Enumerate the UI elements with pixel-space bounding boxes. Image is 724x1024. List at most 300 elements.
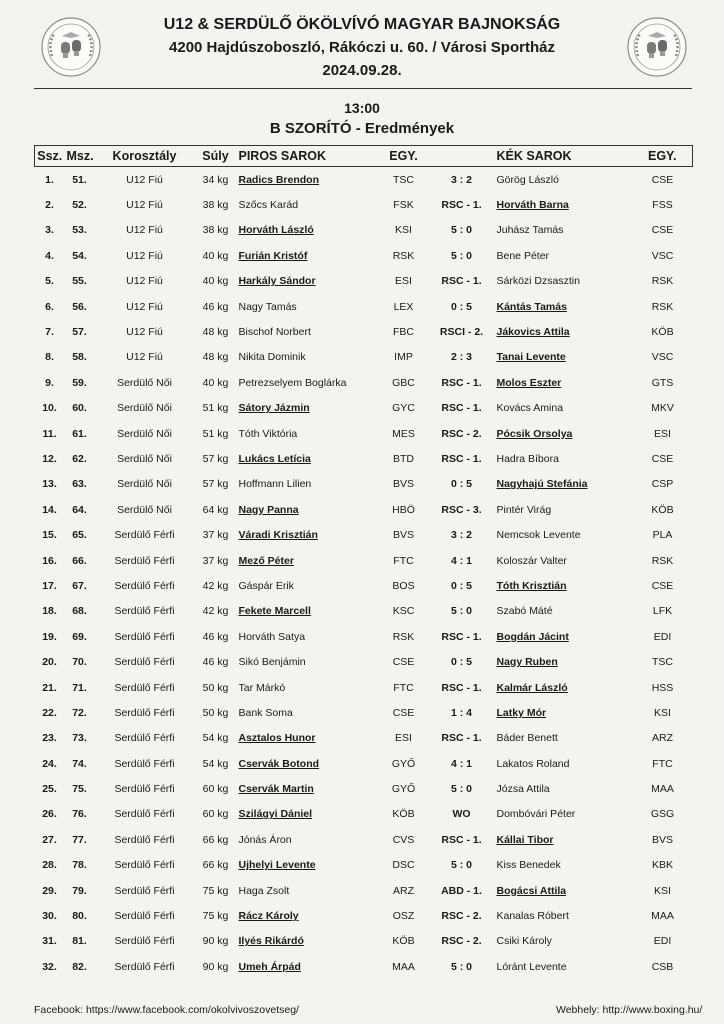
facebook-footer: Facebook: https://www.facebook.com/okolvivoszovetseg/ bbox=[34, 1004, 299, 1016]
bout-result: RSC - 1. bbox=[441, 275, 482, 288]
age-group: U12 Fiú bbox=[126, 249, 163, 262]
table-row bbox=[35, 294, 693, 319]
weight-class: 54 kg bbox=[202, 757, 229, 770]
weight-class: 60 kg bbox=[202, 808, 229, 821]
match-number: 66. bbox=[72, 554, 87, 567]
age-group: Serdülő Női bbox=[117, 402, 172, 415]
blue-corner-boxer: Tanai Levente bbox=[496, 351, 566, 364]
bout-number: 6. bbox=[45, 300, 54, 313]
table-row bbox=[35, 700, 693, 725]
weight-class: 42 kg bbox=[202, 605, 229, 618]
bout-result: RSC - 3. bbox=[441, 503, 482, 516]
weight-class: 34 kg bbox=[202, 173, 229, 186]
bout-number: 25. bbox=[42, 783, 57, 796]
bout-result: RSC - 1. bbox=[441, 732, 482, 745]
red-corner-boxer: Horváth Satya bbox=[238, 630, 306, 643]
event-date: 2024.09.28. bbox=[322, 62, 402, 79]
age-group: Serdülő Férfi bbox=[114, 529, 175, 542]
blue-corner-boxer: Kállai Tibor bbox=[496, 833, 554, 846]
red-corner-boxer: Asztalos Hunor bbox=[238, 732, 316, 745]
table-row bbox=[35, 776, 693, 801]
bout-result: RSC - 1. bbox=[441, 199, 482, 212]
weight-class: 46 kg bbox=[202, 300, 229, 313]
weight-class: 64 kg bbox=[202, 503, 229, 516]
red-corner-club: CSE bbox=[392, 656, 415, 669]
red-corner-club: GBC bbox=[392, 376, 415, 389]
red-corner-boxer: Cservák Martin bbox=[238, 783, 314, 796]
blue-corner-club: CSE bbox=[651, 452, 674, 465]
match-number: 53. bbox=[72, 224, 87, 237]
red-corner-club: FTC bbox=[393, 554, 414, 567]
match-number: 52. bbox=[72, 199, 87, 212]
match-number: 74. bbox=[72, 757, 87, 770]
blue-corner-boxer: Molos Eszter bbox=[496, 376, 562, 389]
weight-class: 46 kg bbox=[202, 656, 229, 669]
bout-number: 23. bbox=[42, 732, 57, 745]
weight-class: 48 kg bbox=[202, 326, 229, 339]
match-number: 81. bbox=[72, 935, 87, 948]
table-row bbox=[35, 497, 693, 522]
col-header-result bbox=[429, 146, 495, 167]
red-corner-club: BVS bbox=[392, 478, 414, 491]
table-row bbox=[35, 649, 693, 674]
weight-class: 50 kg bbox=[202, 681, 229, 694]
bout-number: 14. bbox=[42, 503, 57, 516]
red-corner-club: GYC bbox=[392, 402, 415, 415]
blue-corner-boxer: Latky Mór bbox=[496, 706, 547, 719]
blue-corner-boxer: Bene Péter bbox=[496, 249, 550, 262]
age-group: Serdülő Férfi bbox=[114, 960, 175, 973]
blue-corner-boxer: Kovács Amina bbox=[496, 402, 564, 415]
weight-class: 40 kg bbox=[202, 275, 229, 288]
red-corner-boxer: Jónás Áron bbox=[238, 833, 292, 846]
age-group: Serdülő Férfi bbox=[114, 808, 175, 821]
bout-result: 4 : 1 bbox=[450, 757, 472, 770]
bout-number: 21. bbox=[42, 681, 57, 694]
age-group: Serdülő Férfi bbox=[114, 681, 175, 694]
bout-number: 7. bbox=[45, 326, 54, 339]
age-group: Serdülő Férfi bbox=[114, 833, 175, 846]
bout-result: 5 : 0 bbox=[450, 960, 472, 973]
blue-corner-boxer: Csiki Károly bbox=[496, 935, 552, 948]
weight-class: 42 kg bbox=[202, 579, 229, 592]
bout-result: RSCI - 2. bbox=[439, 326, 484, 339]
bout-number: 29. bbox=[42, 884, 57, 897]
age-group: U12 Fiú bbox=[126, 351, 163, 364]
boxing-federation-seal-icon bbox=[626, 16, 688, 78]
weight-class: 75 kg bbox=[202, 884, 229, 897]
blue-corner-boxer: Lóránt Levente bbox=[496, 960, 567, 973]
blue-corner-club: ARZ bbox=[652, 732, 673, 745]
red-corner-boxer: Váradi Krisztián bbox=[238, 529, 318, 542]
match-number: 58. bbox=[72, 351, 87, 364]
table-row bbox=[35, 827, 693, 852]
col-header-blue-corner: KÉK SAROK bbox=[495, 146, 633, 167]
blue-corner-club: KÖB bbox=[651, 326, 674, 339]
weight-class: 90 kg bbox=[202, 935, 229, 948]
table-row bbox=[35, 599, 693, 624]
match-number: 61. bbox=[72, 427, 87, 440]
bout-result: 5 : 0 bbox=[450, 783, 472, 796]
red-corner-boxer: Szilágyi Dániel bbox=[238, 808, 313, 821]
col-header-age-group: Korosztály bbox=[95, 146, 195, 167]
age-group: Serdülő Férfi bbox=[114, 706, 175, 719]
blue-corner-club: FSS bbox=[652, 199, 673, 212]
red-corner-club: MES bbox=[392, 427, 415, 440]
table-row bbox=[35, 396, 693, 421]
bout-result: RSC - 2. bbox=[441, 427, 482, 440]
red-corner-club: HBÖ bbox=[392, 503, 415, 516]
blue-corner-boxer: Szabó Máté bbox=[496, 605, 553, 618]
bout-number: 27. bbox=[42, 833, 57, 846]
age-group: Serdülő Férfi bbox=[114, 757, 175, 770]
age-group: Serdülő Női bbox=[117, 452, 172, 465]
blue-corner-club: VSC bbox=[651, 249, 674, 262]
weight-class: 38 kg bbox=[202, 199, 229, 212]
age-group: U12 Fiú bbox=[126, 300, 163, 313]
match-number: 60. bbox=[72, 402, 87, 415]
red-corner-club: FSK bbox=[393, 199, 414, 212]
match-number: 71. bbox=[72, 681, 87, 694]
age-group: Serdülő Férfi bbox=[114, 630, 175, 643]
table-row bbox=[35, 751, 693, 776]
table-row bbox=[35, 421, 693, 446]
match-number: 55. bbox=[72, 275, 87, 288]
boxing-federation-seal-icon bbox=[40, 16, 102, 78]
blue-corner-club: CSE bbox=[651, 579, 674, 592]
bout-result: 0 : 5 bbox=[450, 579, 472, 592]
match-number: 73. bbox=[72, 732, 87, 745]
weight-class: 60 kg bbox=[202, 783, 229, 796]
blue-corner-boxer: Kanalas Róbert bbox=[496, 910, 569, 923]
table-row bbox=[35, 319, 693, 344]
red-corner-club: BVS bbox=[392, 529, 414, 542]
bout-result: RSC - 1. bbox=[441, 402, 482, 415]
red-corner-boxer: Nagy Tamás bbox=[238, 300, 297, 313]
match-number: 79. bbox=[72, 884, 87, 897]
match-number: 67. bbox=[72, 579, 87, 592]
table-row bbox=[35, 370, 693, 395]
blue-corner-boxer: Tóth Krisztián bbox=[496, 579, 567, 592]
table-row bbox=[35, 726, 693, 751]
bout-number: 32. bbox=[42, 960, 57, 973]
blue-corner-boxer: Nagyhajú Stefánia bbox=[496, 478, 588, 491]
bout-result: WO bbox=[452, 808, 471, 821]
table-row bbox=[35, 269, 693, 294]
blue-corner-boxer: Görög László bbox=[496, 173, 559, 186]
red-corner-boxer: Umeh Árpád bbox=[238, 960, 301, 973]
blue-corner-club: RSK bbox=[651, 554, 674, 567]
blue-corner-boxer: Bogdán Jácint bbox=[496, 630, 569, 643]
table-row bbox=[35, 472, 693, 497]
age-group: Serdülő Férfi bbox=[114, 884, 175, 897]
match-number: 82. bbox=[72, 960, 87, 973]
table-row bbox=[35, 446, 693, 471]
weight-class: 48 kg bbox=[202, 351, 229, 364]
blue-corner-club: ESI bbox=[654, 427, 671, 440]
blue-corner-boxer: Józsa Attila bbox=[496, 783, 550, 796]
bout-result: ABD - 1. bbox=[441, 884, 482, 897]
table-row bbox=[35, 167, 693, 193]
blue-corner-club: CSE bbox=[651, 224, 674, 237]
age-group: Serdülő Férfi bbox=[114, 935, 175, 948]
bout-number: 10. bbox=[42, 402, 57, 415]
bout-number: 2. bbox=[45, 199, 54, 212]
table-row bbox=[35, 573, 693, 598]
red-corner-club: CSE bbox=[392, 706, 415, 719]
table-row bbox=[35, 675, 693, 700]
red-corner-boxer: Lukács Letícia bbox=[238, 452, 311, 465]
blue-corner-club: MAA bbox=[651, 783, 674, 796]
weight-class: 66 kg bbox=[202, 833, 229, 846]
red-corner-boxer: Ujhelyi Levente bbox=[238, 859, 316, 872]
bout-number: 30. bbox=[42, 910, 57, 923]
col-header-ssz: Ssz. bbox=[35, 146, 65, 167]
red-corner-boxer: Harkály Sándor bbox=[238, 275, 316, 288]
bout-number: 4. bbox=[45, 249, 54, 262]
match-number: 59. bbox=[72, 376, 87, 389]
match-number: 69. bbox=[72, 630, 87, 643]
blue-corner-club: MAA bbox=[651, 910, 674, 923]
bout-result: RSC - 1. bbox=[441, 681, 482, 694]
age-group: U12 Fiú bbox=[126, 173, 163, 186]
red-corner-boxer: Furián Kristóf bbox=[238, 249, 308, 262]
red-corner-boxer: Rácz Károly bbox=[238, 910, 299, 923]
blue-corner-club: RSK bbox=[651, 300, 674, 313]
bout-result: 3 : 2 bbox=[450, 173, 472, 186]
blue-corner-club: LFK bbox=[652, 605, 673, 618]
bout-result: RSC - 1. bbox=[441, 452, 482, 465]
bout-result: 1 : 4 bbox=[450, 706, 472, 719]
blue-corner-club: HSS bbox=[651, 681, 674, 694]
red-corner-club: DSC bbox=[392, 859, 415, 872]
match-number: 68. bbox=[72, 605, 87, 618]
bout-number: 13. bbox=[42, 478, 57, 491]
col-header-msz: Msz. bbox=[65, 146, 95, 167]
session-time: 13:00 bbox=[344, 100, 380, 116]
weight-class: 38 kg bbox=[202, 224, 229, 237]
red-corner-boxer: Szőcs Karád bbox=[238, 199, 299, 212]
match-number: 76. bbox=[72, 808, 87, 821]
blue-corner-club: PLA bbox=[652, 529, 673, 542]
table-row bbox=[35, 218, 693, 243]
blue-corner-boxer: Horváth Barna bbox=[496, 199, 569, 212]
blue-corner-boxer: Pintér Virág bbox=[496, 503, 552, 516]
match-number: 62. bbox=[72, 452, 87, 465]
bout-result: 5 : 0 bbox=[450, 605, 472, 618]
blue-corner-boxer: Báder Benett bbox=[496, 732, 558, 745]
red-corner-boxer: Tóth Viktória bbox=[238, 427, 298, 440]
bout-result: 0 : 5 bbox=[450, 656, 472, 669]
bout-result: 4 : 1 bbox=[450, 554, 472, 567]
blue-corner-boxer: Koloszár Valter bbox=[496, 554, 567, 567]
table-row bbox=[35, 548, 693, 573]
bout-number: 24. bbox=[42, 757, 57, 770]
table-row bbox=[35, 243, 693, 268]
col-header-red-club: EGY. bbox=[379, 146, 429, 167]
red-corner-club: FTC bbox=[393, 681, 414, 694]
red-corner-boxer: Cservák Botond bbox=[238, 757, 320, 770]
blue-corner-boxer: Kiss Benedek bbox=[496, 859, 561, 872]
red-corner-boxer: Tar Márkó bbox=[238, 681, 286, 694]
red-corner-club: KÖB bbox=[392, 808, 415, 821]
table-row bbox=[35, 624, 693, 649]
weight-class: 40 kg bbox=[202, 376, 229, 389]
championship-title: U12 & SERDÜLŐ ÖKÖLVÍVÓ MAGYAR BAJNOKSÁG bbox=[163, 16, 561, 33]
red-corner-club: RSK bbox=[392, 249, 415, 262]
blue-corner-club: CSE bbox=[651, 173, 674, 186]
red-corner-club: CVS bbox=[392, 833, 415, 846]
blue-corner-club: KBK bbox=[651, 859, 673, 872]
weight-class: 57 kg bbox=[202, 452, 229, 465]
blue-corner-boxer: Sárközi Dzsasztin bbox=[496, 275, 580, 288]
match-number: 54. bbox=[72, 249, 87, 262]
bout-number: 18. bbox=[42, 605, 57, 618]
match-number: 78. bbox=[72, 859, 87, 872]
red-corner-boxer: Gáspár Erik bbox=[238, 579, 294, 592]
blue-corner-club: GSG bbox=[650, 808, 675, 821]
blue-corner-club: GTS bbox=[651, 376, 674, 389]
age-group: U12 Fiú bbox=[126, 326, 163, 339]
weight-class: 51 kg bbox=[202, 427, 229, 440]
match-number: 72. bbox=[72, 706, 87, 719]
blue-corner-club: TSC bbox=[652, 656, 673, 669]
blue-corner-club: VSC bbox=[651, 351, 674, 364]
red-corner-boxer: Fekete Marcell bbox=[238, 605, 311, 618]
age-group: Serdülő Férfi bbox=[114, 859, 175, 872]
match-number: 64. bbox=[72, 503, 87, 516]
age-group: Serdülő Férfi bbox=[114, 732, 175, 745]
blue-corner-boxer: Hadra Bíbora bbox=[496, 452, 559, 465]
weight-class: 37 kg bbox=[202, 529, 229, 542]
age-group: Serdülő Férfi bbox=[114, 579, 175, 592]
bout-number: 11. bbox=[42, 427, 57, 440]
federation-logo-left bbox=[40, 16, 102, 78]
bout-result: RSC - 1. bbox=[441, 376, 482, 389]
table-row bbox=[35, 192, 693, 217]
blue-corner-boxer: Jákovics Attila bbox=[496, 326, 570, 339]
red-corner-club: IMP bbox=[394, 351, 413, 364]
weight-class: 40 kg bbox=[202, 249, 229, 262]
bout-result: 5 : 0 bbox=[450, 249, 472, 262]
match-number: 56. bbox=[72, 300, 87, 313]
red-corner-boxer: Radics Brendon bbox=[238, 173, 320, 186]
red-corner-boxer: Nagy Panna bbox=[238, 503, 299, 516]
bout-number: 1. bbox=[45, 173, 54, 186]
bout-number: 8. bbox=[45, 351, 54, 364]
blue-corner-boxer: Nagy Ruben bbox=[496, 656, 558, 669]
bout-number: 16. bbox=[42, 554, 57, 567]
bout-result: 3 : 2 bbox=[450, 529, 472, 542]
blue-corner-boxer: Pócsik Orsolya bbox=[496, 427, 573, 440]
age-group: Serdülő Női bbox=[117, 427, 172, 440]
match-number: 70. bbox=[72, 656, 87, 669]
red-corner-boxer: Ilyés Rikárdó bbox=[238, 935, 304, 948]
bout-result: 2 : 3 bbox=[450, 351, 472, 364]
bout-number: 12. bbox=[42, 452, 57, 465]
weight-class: 57 kg bbox=[202, 478, 229, 491]
age-group: U12 Fiú bbox=[126, 199, 163, 212]
match-number: 57. bbox=[72, 326, 87, 339]
age-group: Serdülő Női bbox=[117, 478, 172, 491]
red-corner-club: GYŐ bbox=[391, 757, 416, 770]
match-number: 51. bbox=[72, 173, 87, 186]
red-corner-boxer: Hoffmann Lilien bbox=[238, 478, 312, 491]
table-row bbox=[35, 345, 693, 370]
bout-number: 3. bbox=[45, 224, 54, 237]
bout-number: 5. bbox=[45, 275, 54, 288]
bout-result: RSC - 1. bbox=[441, 630, 482, 643]
ring-results-title: B SZORÍTÓ - Eredmények bbox=[269, 120, 455, 137]
age-group: Serdülő Női bbox=[117, 503, 172, 516]
blue-corner-boxer: Dombóvári Péter bbox=[496, 808, 576, 821]
blue-corner-club: EDI bbox=[653, 935, 672, 948]
table-row bbox=[35, 929, 693, 954]
session-header bbox=[0, 99, 724, 139]
table-header-row bbox=[35, 146, 693, 167]
col-header-red-corner: PIROS SAROK bbox=[237, 146, 379, 167]
bout-number: 28. bbox=[42, 859, 57, 872]
match-number: 75. bbox=[72, 783, 87, 796]
bout-result: 0 : 5 bbox=[450, 478, 472, 491]
website-footer: Webhely: http://www.boxing.hu/ bbox=[556, 1004, 703, 1016]
blue-corner-club: BVS bbox=[651, 833, 673, 846]
bout-result: 5 : 0 bbox=[450, 224, 472, 237]
red-corner-club: GYŐ bbox=[391, 783, 416, 796]
document-header bbox=[110, 14, 614, 82]
age-group: Serdülő Női bbox=[117, 376, 172, 389]
blue-corner-boxer: Nemcsok Levente bbox=[496, 529, 581, 542]
blue-corner-club: MKV bbox=[651, 402, 674, 415]
blue-corner-club: EDI bbox=[653, 630, 672, 643]
red-corner-club: ESI bbox=[395, 275, 412, 288]
red-corner-club: BTD bbox=[393, 452, 414, 465]
blue-corner-boxer: Kalmár László bbox=[496, 681, 568, 694]
bout-result: 5 : 0 bbox=[450, 859, 472, 872]
age-group: U12 Fiú bbox=[126, 224, 163, 237]
blue-corner-boxer: Kántás Tamás bbox=[496, 300, 567, 313]
bout-number: 22. bbox=[42, 706, 57, 719]
weight-class: 51 kg bbox=[202, 402, 229, 415]
bout-result: RSC - 2. bbox=[441, 910, 482, 923]
blue-corner-club: KÖB bbox=[651, 503, 674, 516]
weight-class: 37 kg bbox=[202, 554, 229, 567]
red-corner-club: KSC bbox=[392, 605, 415, 618]
weight-class: 50 kg bbox=[202, 706, 229, 719]
bout-number: 19. bbox=[42, 630, 57, 643]
bout-number: 15. bbox=[42, 529, 57, 542]
red-corner-club: KÖB bbox=[392, 935, 415, 948]
blue-corner-club: CSB bbox=[651, 960, 674, 973]
blue-corner-boxer: Bogácsi Attila bbox=[496, 884, 567, 897]
red-corner-boxer: Petrezselyem Boglárka bbox=[238, 376, 347, 389]
age-group: Serdülő Férfi bbox=[114, 605, 175, 618]
blue-corner-boxer: Juhász Tamás bbox=[496, 224, 564, 237]
red-corner-club: TSC bbox=[393, 173, 414, 186]
bout-result: 0 : 5 bbox=[450, 300, 472, 313]
red-corner-club: ARZ bbox=[393, 884, 414, 897]
col-header-weight: Súly bbox=[195, 146, 237, 167]
bout-result: RSC - 1. bbox=[441, 833, 482, 846]
red-corner-boxer: Haga Zsolt bbox=[238, 884, 290, 897]
red-corner-boxer: Horváth László bbox=[238, 224, 314, 237]
col-header-blue-club: EGY. bbox=[633, 146, 693, 167]
age-group: Serdülő Férfi bbox=[114, 554, 175, 567]
red-corner-boxer: Nikita Dominik bbox=[238, 351, 306, 364]
age-group: Serdülő Férfi bbox=[114, 656, 175, 669]
match-number: 80. bbox=[72, 910, 87, 923]
red-corner-club: ESI bbox=[395, 732, 412, 745]
